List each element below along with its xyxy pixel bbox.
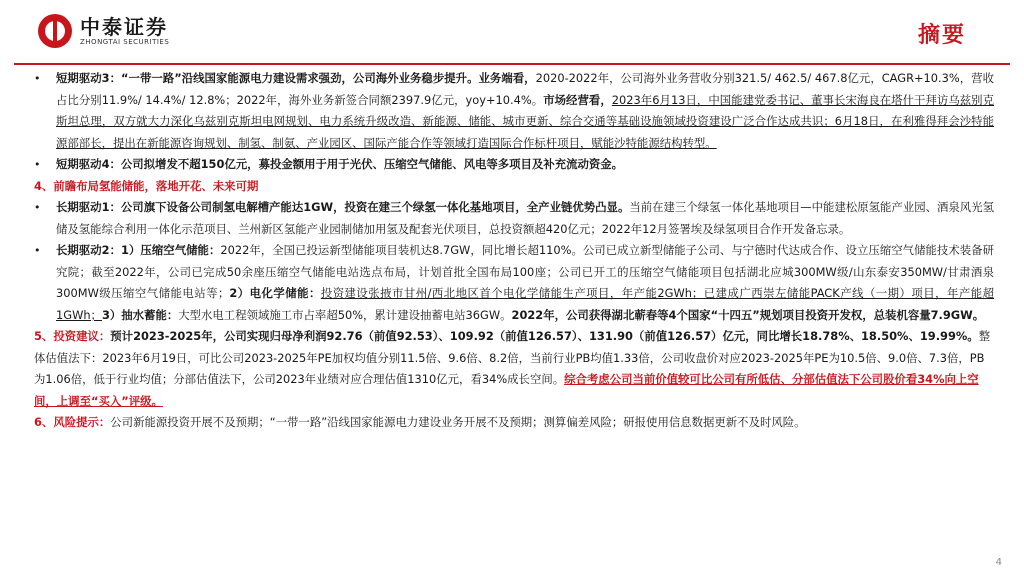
section-4-title: 4、前瞻布局氢能储能，落地开花、未来可期: [34, 178, 259, 193]
summary-content: [30, 68, 994, 434]
bullet-dot-icon: •: [34, 72, 41, 85]
section-6-body: 公司新能源投资开展不及预期；“一带一路”沿线国家能源电力建设业务开展不及预期；测算偏差风险；研报使用信息数据更新不及时风险。: [110, 415, 806, 429]
driver-3-market-body: 2023年6月13日，中国能建党委书记、董事长宋海良在塔什干拜访乌兹别克斯坦总理，双方就大力深化乌兹别克斯坦电网规划、电力系统升级改造、新能源、储能、城市更新、综合交通等基础设施领域投资建设广泛合作达成共识；6月18日，在利雅得拜会沙特能源部部长，提出在新能源咨询规划、制氢、制氨、产业园区、国际产能合作等领域打造国际合作标杆项目，赋能沙特能源结构转型。: [56, 92, 994, 150]
section-5: [30, 326, 994, 412]
header: [0, 0, 1024, 64]
long-driver-1-lead: 长期驱动1：公司旗下设备公司制氢电解槽产能达1GW，投资在建三个绿氢一体化基地项目，全产业链优势凸显。: [56, 200, 630, 214]
long-driver-2-body-1: 2022年，全国已投运新型储能项目装机达8.7GW，同比增长超110%。公司已成立新型储能子公司、与宁德时代达成合作、设立压缩空气储能技术装备研究院；截至2022年，公司已完成50余座压缩空气储能电站选点布局，计划首批全国布局100座；公司已开工的压缩空气储能项目包括湖北应城300MW级/山东泰安350MW/甘肃酒泉300MW级压缩空气储能电站等；: [56, 243, 994, 300]
section-6-title: 6、风险提示：: [34, 415, 111, 429]
brand-logo: [38, 14, 169, 48]
section-5-body: 整体估值法下：2023年6月19日，可比公司2023-2025年PE加权均值分别11.5倍、9.6倍、8.2倍，当前行业PB均值1.33倍，公司收盘价对应2023-2025年PE为10.5倍、9.0倍、7.3倍，PB为1.06倍，低于行业均值；分部估值法下，公司2023年业绩对应合理估值1310亿元，看34%成长空间。: [34, 329, 991, 386]
section-5-conclusion: 综合考虑公司当前价值较可比公司有所低估、分部估值法下公司股价看34%向上空间，上调至“买入”评级。: [34, 372, 979, 408]
long-driver-1-body: 当前在建三个绿氢一体化基地项目—中能建松原氢能产业园、酒泉风光氢储及氢能综合利用一体化示范项目、兰州新区氢能产业园制储加用氢及配套光伏项目，总投资额超420亿元；2022年12月签署埃及绿氢项目合作开发备忘录。: [56, 200, 994, 236]
page-number: 4: [995, 557, 1002, 568]
bullet-short-driver-4: [30, 154, 994, 176]
bullet-dot-icon: •: [34, 158, 41, 171]
driver-4-lead: 短期驱动4：公司拟增发不超150亿元，募投金额用于用于光伏、压缩空气储能、风电等多项目及补充流动资金。: [56, 157, 624, 171]
bullet-short-driver-3: [30, 68, 994, 154]
section-6: [30, 412, 994, 434]
long-driver-2-body-2: 投资建设张掖市甘州/西北地区首个电化学储能生产项目，年产能2GWh；已建成广西崇左储能PACK产线（一期）项目，年产能超1GWh；: [56, 286, 994, 322]
long-driver-2-lead: 长期驱动2：1）压缩空气储能：: [56, 243, 221, 257]
driver-3-market-lead: 市场经营看，: [543, 92, 612, 107]
bullet-dot-icon: •: [34, 201, 41, 214]
long-driver-2-tail: 2022年，公司获得湖北蕲春等4个国家“十四五”规划项目投资开发权，总装机容量7.9GW。: [511, 307, 985, 322]
bullet-long-driver-2: [30, 240, 994, 326]
driver-3-body: 2020-2022年，公司海外业务营收分别321.5/ 462.5/ 467.8亿元，CAGR+10.3%，营收占比分别11.9%/ 14.4%/ 12.8%；2022年，海外业务新签合同额2397.9亿元，yoy+10.4%。: [56, 71, 994, 107]
logo-icon: [38, 14, 72, 48]
driver-3-lead: 短期驱动3：“一带一路”沿线国家能源电力建设需求强劲，公司海外业务稳步提升。业务端看，: [56, 71, 536, 85]
logo-name-cn: 中泰证券: [80, 14, 168, 39]
page-title: 摘要: [917, 23, 966, 48]
long-driver-2-body-3: 大型水电工程领域施工市占率超50%，累计建设抽蓄电站36GW。: [178, 307, 512, 322]
long-driver-2-lead-2: 2）电化学储能：: [229, 286, 321, 300]
long-driver-2-lead-3: 3）抽水蓄能：: [101, 307, 179, 322]
bullet-dot-icon: •: [34, 244, 41, 257]
logo-name-en: ZHONGTAI SECURITIES: [80, 37, 170, 46]
header-divider: [14, 63, 1010, 65]
bullet-long-driver-1: [30, 197, 994, 240]
section-5-forecast: 预计2023-2025年，公司实现归母净利润92.76（前值92.53）、109.92（前值126.57）、131.90（前值126.57）亿元，同比增长18.78%、18.50%、19.99%。: [110, 329, 979, 343]
section-5-title: 5、投资建议：: [34, 329, 111, 343]
